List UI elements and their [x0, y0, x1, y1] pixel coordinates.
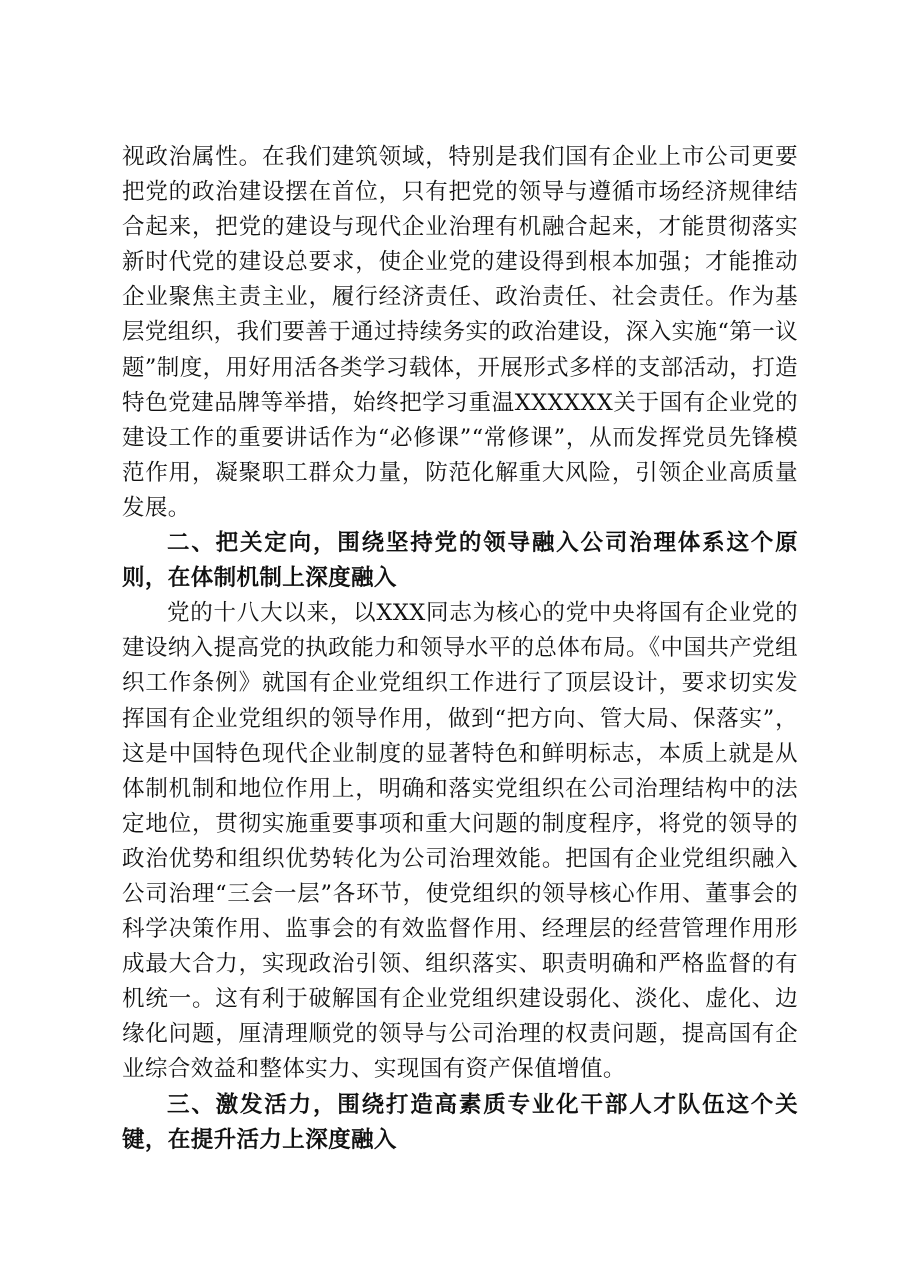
section-heading-3: 三、激发活力，围绕打造高素质专业化干部人才队伍这个关键，在提升活力上深度融入 — [122, 1091, 798, 1153]
body-paragraph-continued: 视政治属性。在我们建筑领域，特别是我们国有企业上市公司更要把党的政治建设摆在首位，只有把党的领导与遵循市场经济规律结合起来，把党的建设与现代企业治理有机融合起来，才能贯彻落实新时代党的建设总要求，使企业党的建设得到根本加强；才能推动企业聚焦主责主业，履行经济责任、政治责任、社会责任。作为基层党组织，我们要善于通过持续务实的政治建设，深入实施“第一议题”制度，用好用活各类学习载体，开展形式多样的支部活动，打造特色党建品牌等举措，始终把学习重温XXXXXX关于国有企业党的建设工作的重要讲话作为“必修课”“常修课”，从而发挥党员先锋模范作用，凝聚职工群众力量，防范化解重大风险，引领企业高质量发展。 — [122, 144, 799, 521]
section-heading-2: 二、把关定向，围绕坚持党的领导融入公司治理体系这个原则，在体制机制上深度融入 — [122, 530, 798, 592]
body-paragraph-section-2: 党的十八大以来，以XXX同志为核心的党中央将国有企业党的建设纳入提高党的执政能力和领导水平的总体布局。《中国共产党组织工作条例》就国有企业党组织工作进行了顶层设计，要求切实发挥国有企业党组织的领导作用，做到“把方向、管大局、保落实”，这是中国特色现代企业制度的显著特色和鲜明标志，本质上就是从体制机制和地位作用上，明确和落实党组织在公司治理结构中的法定地位，贯彻实施重要事项和重大问题的制度程序，将党的领导的政治优势和组织优势转化为公司治理效能。把国有企业党组织融入公司治理“三会一层”各环节，使党组织的领导核心作用、董事会的科学决策作用、监事会的有效监督作用、经理层的经营管理作用形成最大合力，实现政治引领、组织落实、职责明确和严格监督的有机统一。这有利于破解国有企业党组织建设弱化、淡化、虚化、边缘化问题，厘清理顺党的领导与公司治理的权责问题，提高国有企业综合效益和整体实力、实现国有资产保值增值。 — [122, 600, 798, 1083]
document-page — [122, 140, 798, 1158]
